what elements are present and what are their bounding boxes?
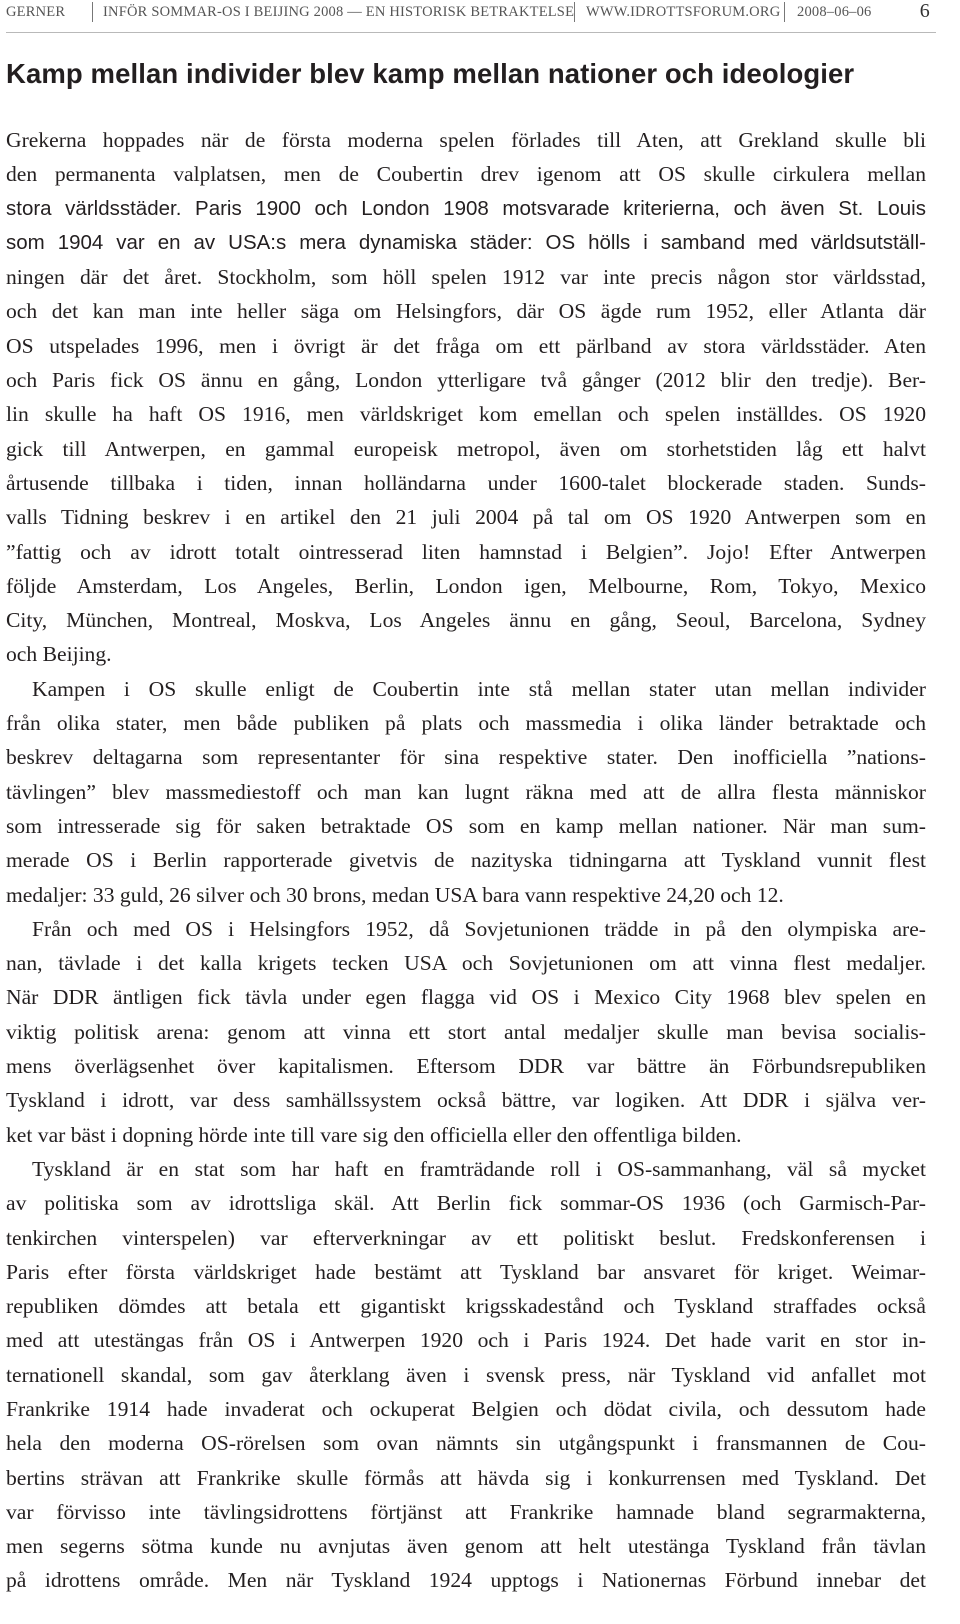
body-line: City, München, Montreal, Moskva, Los Angeles ännu en gång, Seoul, Barcelona, Sydney [6, 608, 926, 633]
body-line: Tyskland i idrott, var dess samhällssystem också bättre, var logiken. Att DDR i själva ver- [6, 1088, 926, 1113]
header-divider [784, 2, 785, 22]
body-line: och Paris fick OS ännu en gång, London ytterligare två gånger (2012 blir den tredje). Ber- [6, 368, 926, 393]
body-line: Tyskland är en stat som har haft en framträdande roll i OS-sammanhang, väl så mycket [32, 1156, 926, 1181]
body-line: ningen där det året. Stockholm, som höll spelen 1912 var inte precis någon stor världsstad, [6, 265, 926, 290]
header-date: 2008–06–06 [797, 4, 872, 20]
body-line: beskrev deltagarna som representanter för sina respektive stater. Den inofficiella ”nations- [6, 745, 926, 770]
body-line: Paris efter första världskriget hade bestämt att Tyskland bar ansvaret för kriget. Weimar- [6, 1259, 926, 1284]
body-line: följde Amsterdam, Los Angeles, Berlin, London igen, Melbourne, Rom, Tokyo, Mexico [6, 573, 926, 598]
header-divider [92, 2, 93, 22]
body-line: var förvisso inte tävlingsidrottens förtjänst att Frankrike hamnade bland segrarmakterna, [6, 1499, 926, 1524]
running-header [6, 0, 936, 33]
body-line: gick till Antwerpen, en gammal europeisk metropol, även om storhetstiden låg ett halvt [6, 436, 926, 461]
body-line: nan, tävlade i det kalla krigets tecken USA och Sovjetunionen om att vinna flest medaljer. [6, 951, 926, 976]
body-line: Kampen i OS skulle enligt de Coubertin inte stå mellan stater utan mellan individer [32, 676, 926, 701]
body-line: republiken dömdes att betala ett gigantiskt krigsskadestånd och Tyskland straffades också [6, 1294, 926, 1319]
body-line: valls Tidning beskrev i en artikel den 21 juli 2004 på tal om OS 1920 Antwerpen som en [6, 505, 926, 530]
article-body [6, 123, 926, 1598]
body-line: den permanenta valplatsen, men de Coubertin drev igenom att OS skulle cirkulera mellan [6, 162, 926, 187]
header-site: WWW.IDROTTSFORUM.ORG [586, 4, 781, 20]
body-line: på idrottens område. Men när Tyskland 1924 upptogs i Nationernas Förbund innebar det [6, 1568, 926, 1593]
body-line: viktig politisk arena: genom att vinna ett stort antal medaljer skulle man bevisa socialis- [6, 1019, 926, 1044]
body-line: mens överlägsenhet över kapitalismen. Eftersom DDR var bättre än Förbundsrepubliken [6, 1054, 926, 1079]
body-line: Grekerna hoppades när de första moderna spelen förlades till Aten, att Grekland skulle bli [6, 128, 926, 152]
body-line: från olika stater, men både publiken på plats och massmedia i olika länder betraktade och [6, 711, 926, 736]
body-line: ”fattig och av idrott totalt ointresserad liten hamnstad i Belgien”. Jojo! Efter Antwerpen [6, 539, 926, 564]
body-line: ket var bäst i dopning hörde inte till vare sig den officiella eller den offentliga bilden. [6, 1122, 742, 1147]
header-author: GERNER [6, 4, 66, 20]
body-line: Frankrike 1914 hade invaderat och ockuperat Belgien och dödat civila, och dessutom hade [6, 1396, 926, 1421]
body-line: OS utspelades 1996, men i övrigt är det fråga om ett pärlband av stora världsstäder. Aten [6, 333, 926, 358]
body-line: När DDR äntligen fick tävla under egen flagga vid OS i Mexico City 1968 blev spelen en [6, 985, 926, 1010]
body-line: lin skulle ha haft OS 1916, men världskriget kom emellan och spelen inställdes. OS 1920 [6, 402, 926, 427]
body-line: tenkirchen vinterspelen) var efterverkningar av ett politiskt beslut. Fredskonferensen i [6, 1225, 926, 1250]
body-line: medaljer: 33 guld, 26 silver och 30 brons, medan USA bara vann respektive 24,20 och 12. [6, 882, 784, 907]
body-line: tävlingen” blev massmediestoff och man kan lugnt räkna med att de allra flesta människor [6, 779, 926, 804]
body-line: hela den moderna OS-rörelsen som ovan nämnts sin utgångspunkt i fransmannen de Cou- [6, 1431, 926, 1456]
header-title: INFÖR SOMMAR-OS I BEIJING 2008 — EN HISTORISK BETRAKTELSE [103, 4, 575, 20]
header-divider [574, 2, 575, 22]
body-line: ternationell skandal, som gav återklang även i svensk press, när Tyskland vid anfallet mot [6, 1362, 926, 1387]
body-line: merade OS i Berlin rapporterade givetvis de nazityska tidningarna att Tyskland vunnit flest [6, 848, 926, 873]
body-line: som 1904 var en av USA:s mera dynamiska städer: OS hölls i samband med världsutställ- [6, 230, 926, 254]
body-line: men segerns sötma kunde nu avnjutas även genom att helt utestänga Tyskland från tävlan [6, 1534, 926, 1559]
body-line: som intresserade sig för saken betraktade OS som en kamp mellan nationer. När man sum- [6, 813, 926, 838]
body-line: och Beijing. [6, 642, 112, 667]
article-title: Kamp mellan individer blev kamp mellan nationer och ideologier [6, 58, 855, 89]
body-line: och det kan man inte heller säga om Helsingfors, där OS ägde rum 1952, eller Atlanta där [6, 299, 926, 324]
body-line: Från och med OS i Helsingfors 1952, då Sovjetunionen trädde in på den olympiska are- [32, 916, 926, 941]
body-line: stora världsstäder. Paris 1900 och London 1908 motsvarade kriterierna, och även St. Louis [6, 196, 926, 220]
body-line: bertins strävan att Frankrike skulle förmås att hävda sig i konkurrensen med Tyskland. Det [6, 1465, 926, 1490]
body-line: med att utestängas från OS i Antwerpen 1920 och i Paris 1924. Det hade varit en stor in- [6, 1328, 926, 1353]
body-line: årtusende tillbaka i tiden, innan holländarna under 1600-talet blockerade staden. Sunds- [6, 470, 926, 495]
page-number: 6 [919, 0, 930, 22]
body-line: av politiska som av idrottsliga skäl. Att Berlin fick sommar-OS 1936 (och Garmisch-Par- [6, 1191, 926, 1216]
